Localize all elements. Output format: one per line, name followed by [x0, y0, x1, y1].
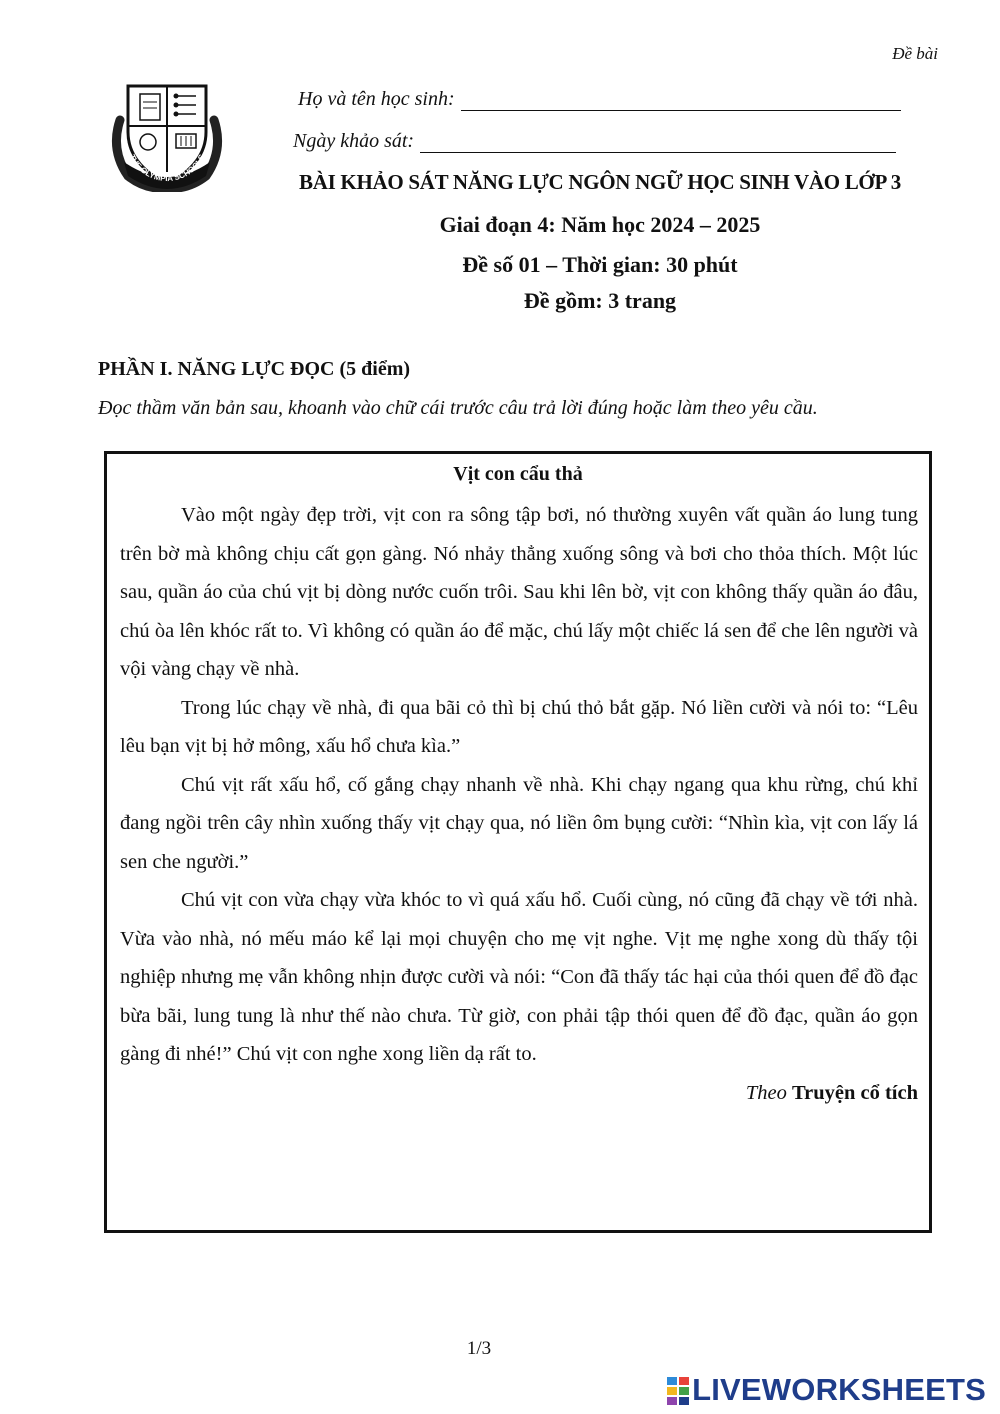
student-name-field[interactable]	[461, 90, 901, 111]
story-title: Vịt con cẩu thả	[453, 463, 583, 485]
exam-title: BÀI KHẢO SÁT NĂNG LỰC NGÔN NGỮ HỌC SINH VÀO LỚP 3	[299, 170, 901, 194]
story-box	[104, 451, 932, 1233]
story-paragraph: Vào một ngày đẹp trời, vịt con ra sông tập bơi, nó thường xuyên vất quần áo lung tung trên bờ mà không chịu cất gọn gàng. Nó nhảy thẳng xuống sông và bơi cho thỏa thích. Một lúc sau, quần áo của chú vịt bị dòng nước cuốn trôi. Sau khi lên bờ, vịt con không thấy quần áo đâu, chú òa lên khóc rất to. Vì không có quần áo để mặc, chú lấy một chiếc lá sen để che lên người và vội vàng chạy về nhà.	[120, 504, 918, 680]
source-prefix: Theo	[745, 1081, 787, 1104]
section-instruction: Đọc thầm văn bản sau, khoanh vào chữ cái trước câu trả lời đúng hoặc làm theo yêu cầu.	[98, 397, 818, 419]
survey-date-label: Ngày khảo sát:	[293, 130, 415, 152]
story-source	[120, 1074, 918, 1113]
school-logo-icon	[106, 80, 228, 192]
svg-text:THE OLYMPIA SCHOOLS: THE OLYMPIA SCHOOLS	[127, 152, 207, 184]
corner-label: Đề bài	[892, 44, 938, 63]
source-name: Truyện cổ tích	[791, 1081, 918, 1104]
survey-date-row	[293, 130, 896, 153]
liveworksheets-text: LIVEWORKSHEETS	[692, 1372, 986, 1407]
student-name-label: Họ và tên học sinh:	[298, 88, 455, 110]
exam-page-count: Đề gồm: 3 trang	[523, 288, 677, 313]
student-name-row	[298, 88, 901, 111]
liveworksheets-brand[interactable]	[666, 1372, 986, 1408]
story-paragraph: Trong lúc chạy về nhà, đi qua bãi cỏ thì bị chú thỏ bắt gặp. Nó liền cười và nói to: “Lêu lêu bạn vịt bị hở mông, xấu hổ chưa kìa.”	[120, 696, 918, 757]
story-paragraph: Chú vịt con vừa chạy vừa khóc to vì quá xấu hổ. Cuối cùng, nó cũng đã chạy về tới nhà. Vừa vào nhà, nó mếu máo kể lại mọi chuyện cho mẹ vịt nghe. Vịt mẹ nghe xong dù thấy tội nghiệp nhưng mẹ vẫn không nhịn được cười và nói: “Con đã thấy tác hại của thói quen để đồ đạc bừa bãi, lung tung là như thế nào chưa. Từ giờ, con phải tập thói quen để đồ đạc, quần áo gọn gàng đi nhé!” Chú vịt con nghe xong liền dạ rất to.	[120, 889, 918, 1065]
section-heading: PHẦN I. NĂNG LỰC ĐỌC (5 điểm)	[98, 358, 411, 380]
story-text	[120, 496, 918, 1112]
exam-code-time: Đề số 01 – Thời gian: 30 phút	[462, 252, 738, 277]
page-number: 1/3	[466, 1338, 492, 1359]
exam-phase: Giai đoạn 4: Năm học 2024 – 2025	[439, 212, 761, 237]
story-paragraph: Chú vịt rất xấu hổ, cố gắng chạy nhanh về nhà. Khi chạy ngang qua khu rừng, chú khỉ đang ngồi trên cây nhìn xuống thấy vịt chạy qua, nó liền ôm bụng cười: “Nhìn kìa, vịt con lấy lá sen che người.”	[120, 773, 918, 873]
liveworksheets-logo-icon	[666, 1375, 690, 1405]
survey-date-field[interactable]	[420, 132, 896, 153]
